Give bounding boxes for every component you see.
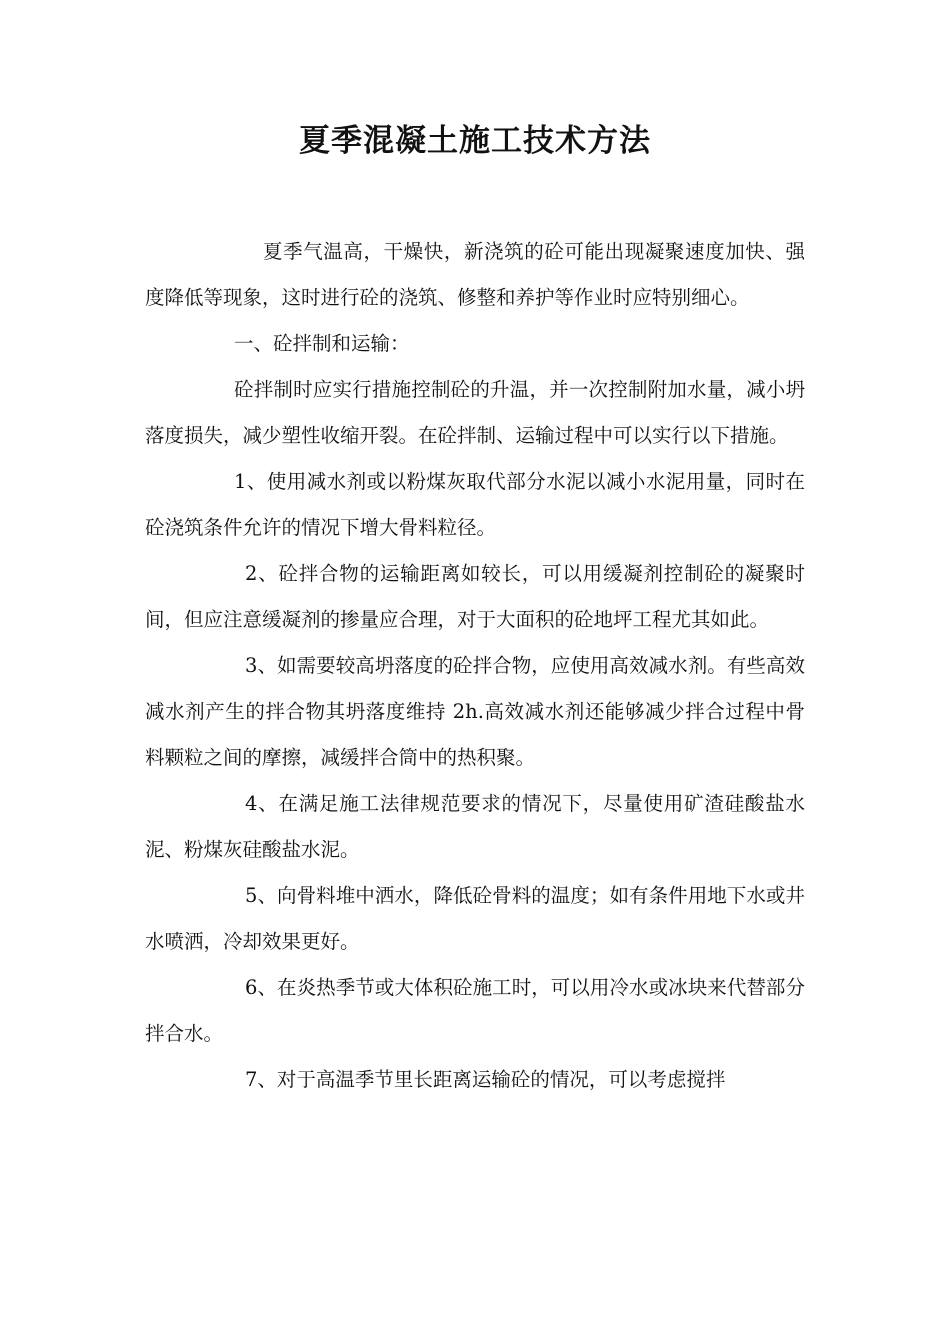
document-body [145, 229, 805, 1103]
list-item: 2、砼拌合物的运输距离如较长，可以用缓凝剂控制砼的凝聚时间，但应注意缓凝剂的掺量应合理，对于大面积的砼地坪工程尤其如此。 [145, 562, 805, 631]
section-paragraph: 砼拌制时应实行措施控制砼的升温，并一次控制附加水量，减小坍落度损失，减少塑性收缩开裂。在砼拌制、运输过程中可以实行以下措施。 [145, 378, 805, 447]
list-item: 1、使用减水剂或以粉煤灰取代部分水泥以减小水泥用量，同时在砼浇筑条件允许的情况下增大骨料粒径。 [145, 470, 805, 539]
intro-paragraph: 夏季气温高，干燥快，新浇筑的砼可能出现凝聚速度加快、强度降低等现象，这时进行砼的浇筑、修整和养护等作业时应特别细心。 [145, 240, 805, 309]
list-item: 7、对于高温季节里长距离运输砼的情况，可以考虑搅拌 [245, 1068, 726, 1091]
list-item: 4、在满足施工法律规范要求的情况下，尽量使用矿渣硅酸盐水泥、粉煤灰硅酸盐水泥。 [145, 792, 805, 861]
list-item: 3、如需要较高坍落度的砼拌合物，应使用高效减水剂。有些高效减水剂产生的拌合物其坍落度维持 2h.高效减水剂还能够减少拌合过程中骨料颗粒之间的摩擦，减缓拌合筒中的热积聚。 [145, 654, 805, 769]
document-title: 夏季混凝土施工技术方法 [299, 123, 651, 159]
section-heading: 一、砼拌制和运输： [234, 332, 410, 355]
list-item: 5、向骨料堆中洒水，降低砼骨料的温度；如有条件用地下水或井水喷洒，冷却效果更好。 [145, 884, 805, 953]
list-item: 6、在炎热季节或大体积砼施工时，可以用冷水或冰块来代替部分拌合水。 [145, 976, 805, 1045]
